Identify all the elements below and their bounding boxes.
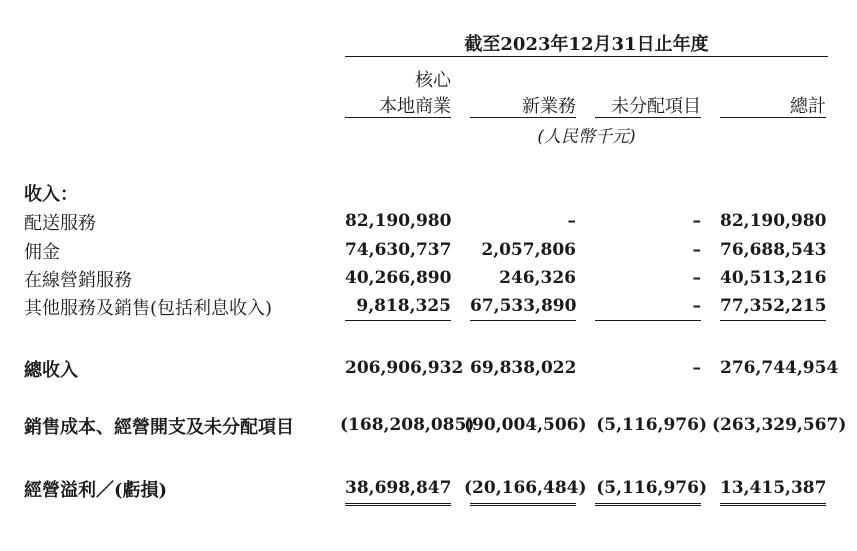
- cell-online-marketing-core: 40,266,890: [345, 268, 452, 288]
- row-label-online-marketing: 在線營銷服務: [24, 270, 132, 291]
- cell-costs-expenses-new: (90,004,506): [464, 415, 587, 435]
- col-header-unallocated: 未分配項目: [611, 96, 701, 117]
- col-header-core-line1: 核心: [415, 70, 451, 91]
- row-label-delivery: 配送服務: [24, 213, 96, 234]
- col-header-underline: [470, 117, 576, 118]
- cell-commission-new: 2,057,806: [481, 240, 576, 260]
- cell-operating-profit-unallocated: (5,116,976): [596, 478, 707, 498]
- cell-operating-profit-new: (20,166,484): [464, 478, 587, 498]
- cell-delivery-unallocated: –: [692, 211, 701, 231]
- row-label-commission: 佣金: [24, 242, 60, 263]
- cell-commission-unallocated: –: [692, 240, 701, 260]
- cell-online-marketing-total: 40,513,216: [720, 268, 827, 288]
- col-header-underline: [345, 117, 451, 118]
- cell-commission-total: 76,688,543: [720, 240, 827, 260]
- subtotal-underline: [595, 320, 701, 321]
- subtotal-underline: [720, 320, 826, 321]
- period-underline: [345, 56, 828, 57]
- col-header-new-initiatives: 新業務: [522, 96, 576, 117]
- cell-costs-expenses-unallocated: (5,116,976): [596, 415, 707, 435]
- row-label-other-services: 其他服務及銷售(包括利息收入): [24, 298, 273, 319]
- row-label-costs-expenses: 銷售成本、經營開支及未分配項目: [24, 417, 294, 438]
- subtotal-underline: [345, 320, 451, 321]
- subtotal-underline: [470, 320, 576, 321]
- col-header-underline: [720, 117, 826, 118]
- row-label-operating-profit: 經營溢利／(虧損): [24, 480, 168, 501]
- cell-total-revenue-total: 276,744,954: [720, 358, 839, 378]
- col-header-underline: [595, 117, 701, 118]
- cell-other-services-core: 9,818,325: [356, 296, 451, 316]
- section-revenue-label: 收入：: [24, 184, 78, 205]
- cell-costs-expenses-core: (168,208,085): [340, 415, 475, 435]
- cell-delivery-total: 82,190,980: [720, 211, 827, 231]
- cell-online-marketing-new: 246,326: [499, 268, 576, 288]
- col-header-total: 總計: [790, 96, 826, 117]
- cell-online-marketing-unallocated: –: [692, 268, 701, 288]
- cell-operating-profit-core: 38,698,847: [345, 478, 452, 498]
- total-double-underline: [595, 503, 701, 507]
- row-label-total-revenue: 總收入: [24, 360, 78, 381]
- total-double-underline: [720, 503, 826, 507]
- cell-total-revenue-new: 69,838,022: [470, 358, 577, 378]
- cell-costs-expenses-total: (263,329,567): [712, 415, 847, 435]
- cell-operating-profit-total: 13,415,387: [720, 478, 827, 498]
- cell-commission-core: 74,630,737: [345, 240, 452, 260]
- col-header-core-line2: 本地商業: [379, 96, 451, 117]
- total-double-underline: [345, 503, 451, 507]
- cell-delivery-core: 82,190,980: [345, 211, 452, 231]
- cell-other-services-unallocated: –: [692, 296, 701, 316]
- cell-total-revenue-unallocated: –: [692, 358, 701, 378]
- cell-other-services-total: 77,352,215: [720, 296, 827, 316]
- currency-unit: (人民幣千元): [537, 127, 636, 147]
- total-double-underline: [470, 503, 576, 507]
- cell-delivery-new: –: [567, 211, 576, 231]
- cell-total-revenue-core: 206,906,932: [345, 358, 464, 378]
- period-title: 截至2023年12月31日止年度: [464, 34, 709, 55]
- cell-other-services-new: 67,533,890: [470, 296, 577, 316]
